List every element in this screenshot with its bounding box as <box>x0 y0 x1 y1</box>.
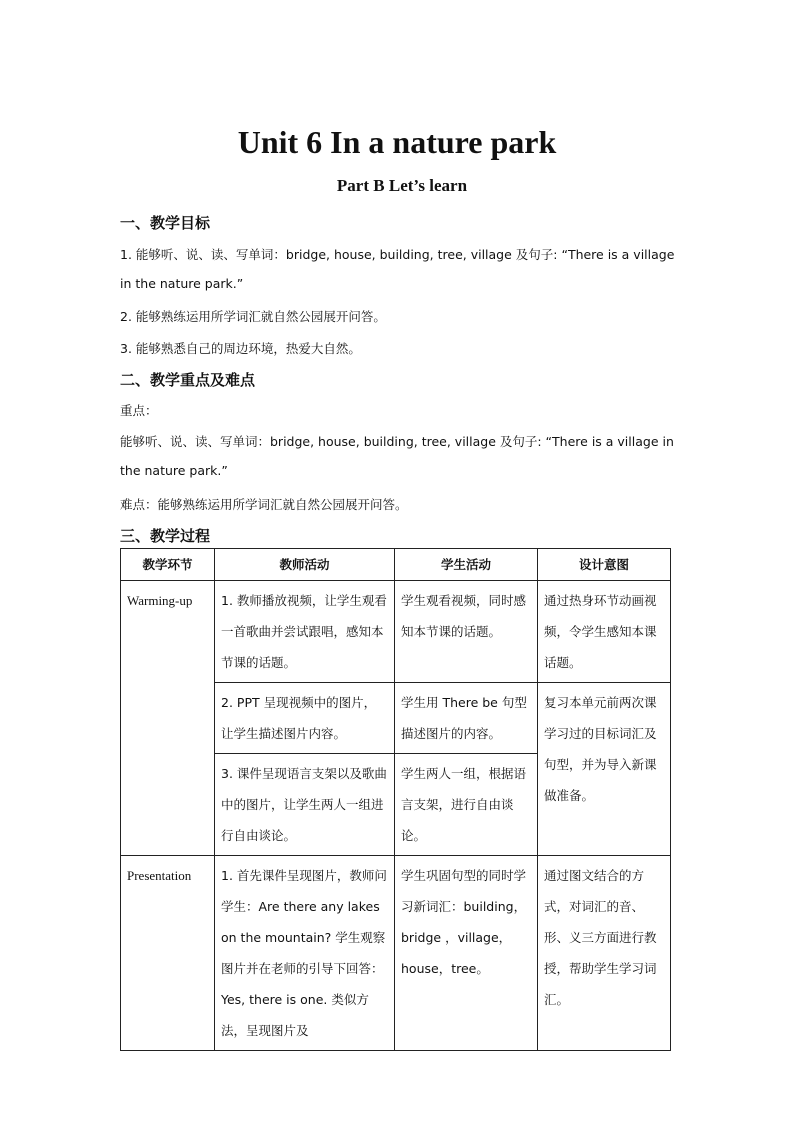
key-point-text-continued: the nature park.” <box>120 463 228 478</box>
table-row <box>121 856 671 1051</box>
pres-student-1: 学生巩固句型的同时学习新词汇：building， bridge ，village，house，tree。 <box>395 856 538 1051</box>
warm-teacher-3: 3. 课件呈现语言支架以及歌曲中的图片，让学生两人一组进行自由谈论。 <box>215 754 395 856</box>
objective-3: 3. 能够熟悉自己的周边环境，热爱大自然。 <box>120 341 361 356</box>
warm-purpose-2: 复习本单元前两次课学习过的目标词汇及句型，并为导入新课做准备。 <box>538 683 671 856</box>
objective-1: 1. 能够听、说、读、写单词：bridge, house, building, tree, village 及句子: “There is a village <box>120 247 675 262</box>
key-point-text: 能够听、说、读、写单词：bridge, house, building, tree, village 及句子: “There is a village in <box>120 434 674 449</box>
key-point-label: 重点： <box>120 403 158 418</box>
header-teacher-activity: 教师活动 <box>215 549 395 581</box>
document-title: Unit 6 In a nature park <box>237 124 557 160</box>
pres-purpose-1: 通过图文结合的方式，对词汇的音、形、义三方面进行教授，帮助学生学习词汇。 <box>538 856 671 1051</box>
warm-teacher-1: 1. 教师播放视频，让学生观看一首歌曲并尝试跟唱，感知本节课的话题。 <box>215 581 395 683</box>
stage-warming-up: Warming-up <box>121 581 215 856</box>
table-header-row <box>121 549 671 581</box>
section-heading-key-points: 二、教学重点及难点 <box>120 371 256 389</box>
difficult-point: 难点：能够熟练运用所学词汇就自然公园展开问答。 <box>120 497 408 512</box>
section-heading-objectives: 一、教学目标 <box>120 214 211 232</box>
header-design-intent: 设计意图 <box>538 549 671 581</box>
objective-2: 2. 能够熟练运用所学词汇就自然公园展开问答。 <box>120 309 386 324</box>
section-heading-process: 三、教学过程 <box>120 527 211 545</box>
stage-presentation: Presentation <box>121 856 215 1051</box>
warm-student-3: 学生两人一组，根据语言支架，进行自由谈论。 <box>395 754 538 856</box>
header-student-activity: 学生活动 <box>395 549 538 581</box>
header-stage: 教学环节 <box>121 549 215 581</box>
table-row <box>121 581 671 683</box>
warm-teacher-2: 2. PPT 呈现视频中的图片，让学生描述图片内容。 <box>215 683 395 754</box>
objective-1-continued: in the nature park.” <box>120 276 244 291</box>
teaching-process-table <box>120 548 671 1051</box>
warm-student-2: 学生用 There be 句型描述图片的内容。 <box>395 683 538 754</box>
warm-purpose-1: 通过热身环节动画视频，令学生感知本课话题。 <box>538 581 671 683</box>
document-subtitle: Part B Let’s learn <box>336 176 468 195</box>
pres-teacher-1: 1. 首先课件呈现图片，教师问学生：Are there any lakes on the mountain? 学生观察图片并在老师的引导下回答：Yes, there is one. 类似方法，呈现图片及 <box>215 856 395 1051</box>
warm-student-1: 学生观看视频，同时感知本节课的话题。 <box>395 581 538 683</box>
